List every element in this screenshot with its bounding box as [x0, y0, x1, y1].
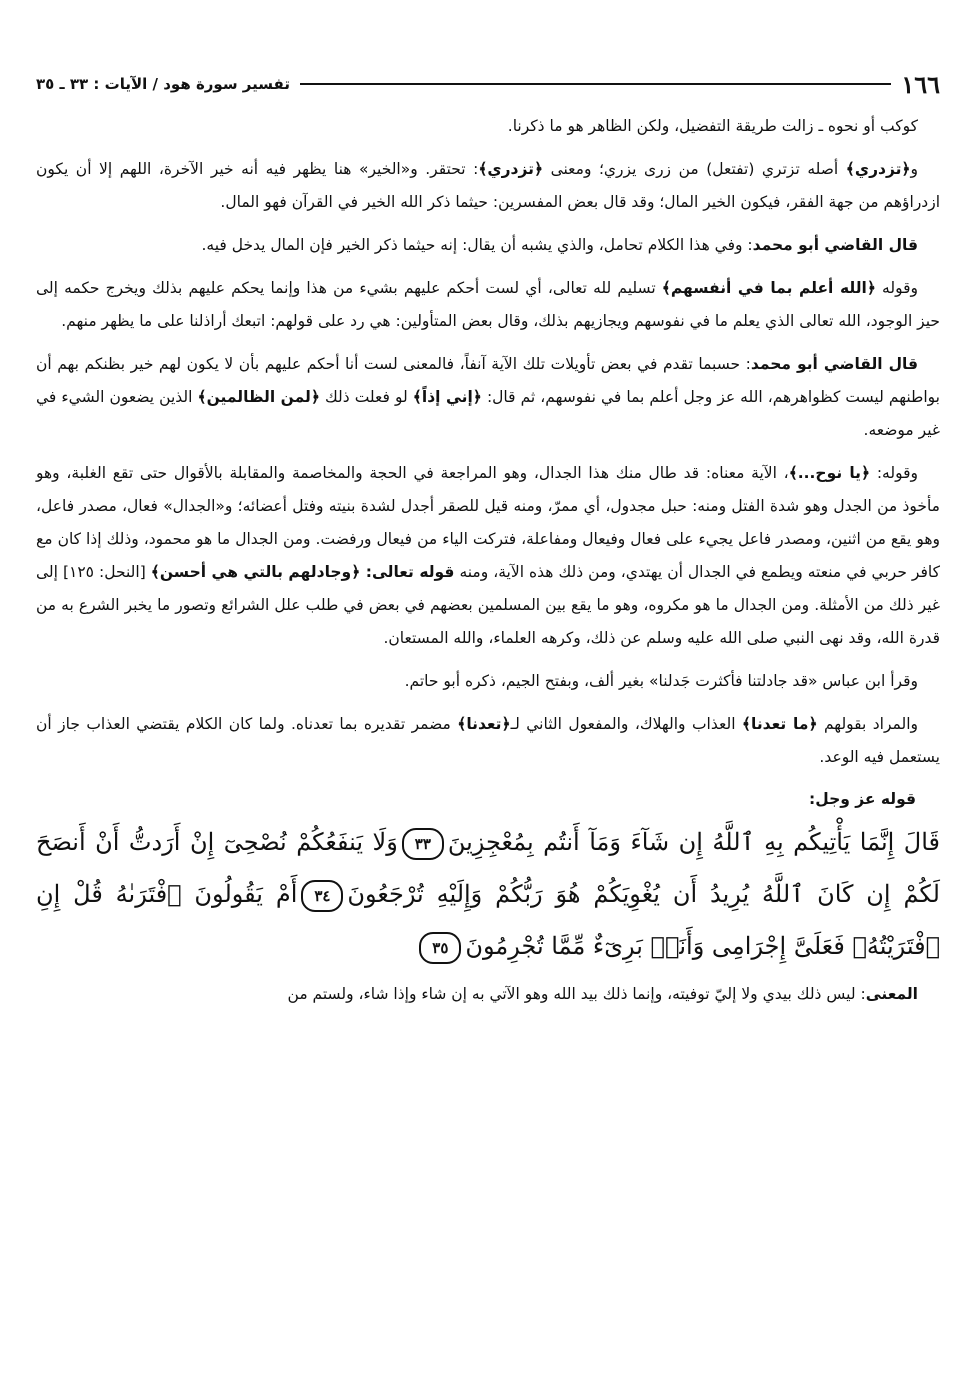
header-rule [300, 83, 891, 85]
p8-a: والمراد بقولهم [817, 715, 918, 733]
paragraph-5 [36, 348, 940, 447]
p5-speaker: قال القاضي أبو محمد [750, 355, 918, 373]
p8-quote-2: ﴿تعدنا﴾ [457, 715, 511, 733]
p3-speaker: قال القاضي أبو محمد [752, 236, 918, 254]
verse-34: وَلَا يَنفَعُكُمْ نُصْحِىٓ إِنْ أَرَدتُّ أَنْ أَنصَحَ لَكُمْ إِن كَانَ ٱللَّهُ يُرِيدُ أَن يُغْوِيَكُمْ هُوَ رَبُّكُمْ وَإِلَيْهِ تُرْجَعُونَ [36, 828, 940, 908]
book-page [36, 64, 940, 1021]
paragraph-1 [36, 110, 940, 143]
p7-text: وقرأ ابن عباس «قد جادلتنا فأكثرت جَدلنا» بغير ألف، وبفتح الجيم، ذكره أبو حاتم. [404, 672, 918, 690]
p8-c: العذاب والهلاك، والمفعول الثاني لـ [510, 715, 742, 733]
p1-text: كوكب أو نحوه ـ زالت طريقة التفضيل، ولكن الظاهر هو ما ذكرنا. [507, 117, 918, 135]
p4-quote: ﴿الله أعلم بما في أنفسهم﴾ [661, 279, 876, 297]
verse-35: أَمْ يَقُولُونَ ٱفْتَرَىٰهُ قُلْ إِنِ ٱفْتَرَيْتُهُۥ فَعَلَىَّ إِجْرَامِى وَأَنَا۠ بَرِىٓءٌ مِّمَّا تُجْرِمُونَ [36, 880, 940, 960]
quran-intro: قوله عز وجل: [809, 790, 916, 808]
p5-b: : حسبما تقدم في بعض تأويلات تلك الآية آنفاً، فالمعنى لست أنا أحكم عليهم بأن لا يكون لهم خير بظنكم بهم أن بواطنهم ليست كظواهرهم، الله عز وجل أعلم بما في نفوسهم، ثم قال: [36, 355, 940, 406]
p3-text: : وفي هذا الكلام تحامل، والذي يشبه أن يقال: إنه حيثما ذكر الخير فإن المال يدخل فيه. [201, 236, 753, 254]
p9-label: المعنى [865, 985, 918, 1003]
paragraph-9 [36, 978, 940, 1011]
p6-quote: ﴿يا نوح...﴾ [788, 464, 871, 482]
p8-quote-1: ﴿ما تعدنا﴾ [741, 715, 818, 733]
running-title: تفسير سورة هود / الآيات : ٣٣ ـ ٣٥ [36, 75, 290, 93]
p6-a: وقوله: [870, 464, 918, 482]
p4-a: وقوله [875, 279, 918, 297]
paragraph-6 [36, 457, 940, 655]
p5-d: لو فعلت ذلك [319, 388, 413, 406]
ayah-marker-34: ٣٤ [301, 880, 343, 912]
p2-e: : تحتقر. و«الخير» هنا يظهر فيه أنه خير الآخرة، اللهم إلا أن يكون ازدراؤهم من جهة الفقر، فيكون الخير المال؛ وقد قال بعض المفسرين: حيثما ذكر الله الخير في القرآن فهو المال. [36, 160, 940, 211]
p8-e: مضمر تقديره بما تعدناه. ولما كان الكلام يقتضي العذاب جاز أن يستعمل فيه الوعد. [36, 715, 940, 766]
paragraph-3 [36, 229, 940, 262]
p2-term-2: ﴿تزدري﴾ [478, 160, 544, 178]
paragraph-7 [36, 665, 940, 698]
p5-f: الذين يضعون الشيء في غير موضعه. [36, 388, 940, 439]
p6-c: ، الآية معناه: قد طال منك هذا الجدال، وهو المراجعة في الحجة والمخاصمة والمقابلة بالأقوال حتى تقع الغلبة، وهو مأخوذ من الجدل وهو شدة الفتل ومنه: حبل مجدول، أي ممرّ، ومنه قيل للصقر أجدل لشدة بنيته وفتل أعضائه؛ و«الجدال» فعال، مصدر فاعل، وهو يقع من اثنين، ومصدر فاعل يجيء على فعال وفيعال ومفاعلة، فتركت الياء من فيعال ورفضت. ومن الجدال ما هو محمود، وذلك إذا كان مع كافر حربي في منعته ويطمع في الجدال أن يهتدي، ومن ذلك هذه الآية، ومنه [36, 464, 940, 581]
p2-a: و [910, 160, 918, 178]
paragraph-8 [36, 708, 940, 774]
verse-33: قَالَ إِنَّمَا يَأْتِيكُم بِهِ ٱللَّهُ إِن شَآءَ وَمَآ أَنتُم بِمُعْجِزِينَ [447, 828, 940, 856]
p2-term: ﴿تزدري﴾ [845, 160, 911, 178]
p5-quote-1: ﴿إني إذاً﴾ [412, 388, 482, 406]
page-number: ١٦٦ [901, 69, 940, 99]
page-header [36, 64, 940, 104]
p9-text: : ليس ذلك بيدي ولا إليّ توفيته، وإنما ذلك بيد الله وهو الآتي به إن شاء وإذا شاء، ولستم من [287, 985, 866, 1003]
p6-citation: قوله تعالى: ﴿وجادلهم بالتي هي أحسن﴾ [150, 563, 455, 581]
p5-quote-2: ﴿لمن الظالمين﴾ [197, 388, 320, 406]
ayah-marker-33: ٣٣ [402, 828, 444, 860]
p2-c: أصله تزتري (تفتعل) من زرى يزري؛ ومعنى [543, 160, 846, 178]
quran-verses [36, 816, 940, 972]
ayah-marker-35: ٣٥ [419, 932, 461, 964]
p4-c: تسليم لله تعالى، أي لست أحكم عليهم بشيء من هذا وإنما يحكم عليهم بذلك ويخرج حكمه إلى حيز الوجود، الله تعالى الذي يعلم ما في نفوسهم ويجازيهم بذلك، وقال بعض المتأولين: هي رد على قولهم: اتبعك أراذلنا على ما يظهر منهم. [36, 279, 940, 330]
paragraph-4 [36, 272, 940, 338]
p6-e: [النحل: ١٢٥] إلى غير ذلك من الأمثلة. ومن الجدال ما هو مكروه، وهو ما يقع بين المسلمين بعضهم في بعض في طلب علل الشرائع وتصور ما يخبر الشرع به من قدرة الله، وقد نهى النبي صلى الله عليه وسلم عن ذلك، وكرهه العلماء، والله المستعان. [36, 563, 940, 647]
paragraph-2 [36, 153, 940, 219]
